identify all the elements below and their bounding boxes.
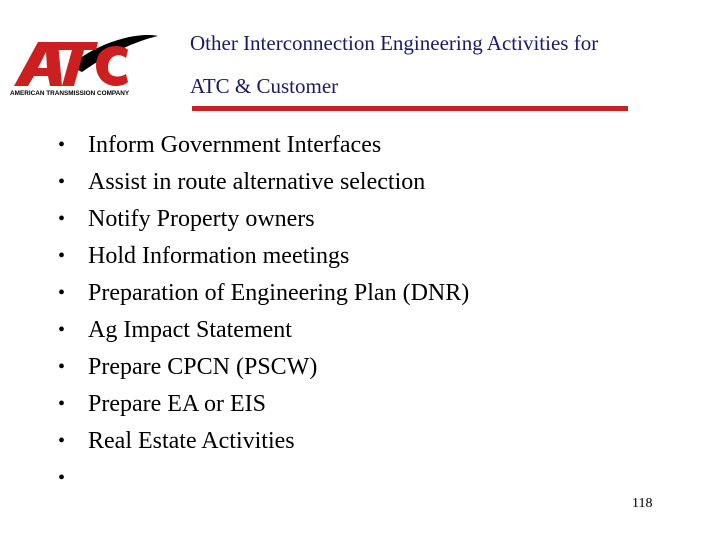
bullet-dot: • — [58, 430, 66, 452]
bullet-item — [58, 423, 469, 460]
bullet-text: Notify Property owners — [88, 206, 315, 232]
bullet-item — [58, 201, 469, 238]
bullet-dot: • — [58, 134, 66, 156]
bullet-item — [58, 349, 469, 386]
page-number: 118 — [632, 496, 653, 511]
bullet-item — [58, 238, 469, 275]
bullet-item — [58, 460, 469, 497]
bullet-list — [58, 127, 469, 497]
bullet-dot: • — [58, 393, 66, 415]
bullet-dot: • — [58, 467, 66, 489]
bullet-item — [58, 164, 469, 201]
bullet-dot: • — [58, 245, 66, 267]
bullet-text: Inform Government Interfaces — [88, 132, 382, 158]
bullet-item — [58, 386, 469, 423]
title-line-1: Other Interconnection Engineering Activities for — [190, 31, 599, 55]
bullet-text: Hold Information meetings — [88, 243, 350, 269]
atc-logo-icon — [0, 30, 185, 102]
title-divider — [192, 106, 628, 111]
bullet-item — [58, 127, 469, 164]
bullet-text: Ag Impact Statement — [88, 317, 292, 343]
bullet-text: Prepare EA or EIS — [88, 391, 266, 417]
bullet-dot: • — [58, 171, 66, 193]
bullet-item — [58, 275, 469, 312]
bullet-dot: • — [58, 208, 66, 230]
title-line-2: ATC & Customer — [190, 74, 339, 98]
slide-title — [190, 28, 710, 114]
bullet-text: Preparation of Engineering Plan (DNR) — [88, 280, 470, 306]
bullet-text: Prepare CPCN (PSCW) — [88, 354, 318, 380]
bullet-dot: • — [58, 356, 66, 378]
atc-logo — [0, 30, 185, 102]
logo-tagline: AMERICAN TRANSMISSION COMPANY — [10, 90, 130, 97]
bullet-text: Assist in route alternative selection — [88, 169, 426, 195]
bullet-dot: • — [58, 319, 66, 341]
bullet-text: Real Estate Activities — [88, 428, 295, 454]
bullet-dot: • — [58, 282, 66, 304]
bullet-item — [58, 312, 469, 349]
